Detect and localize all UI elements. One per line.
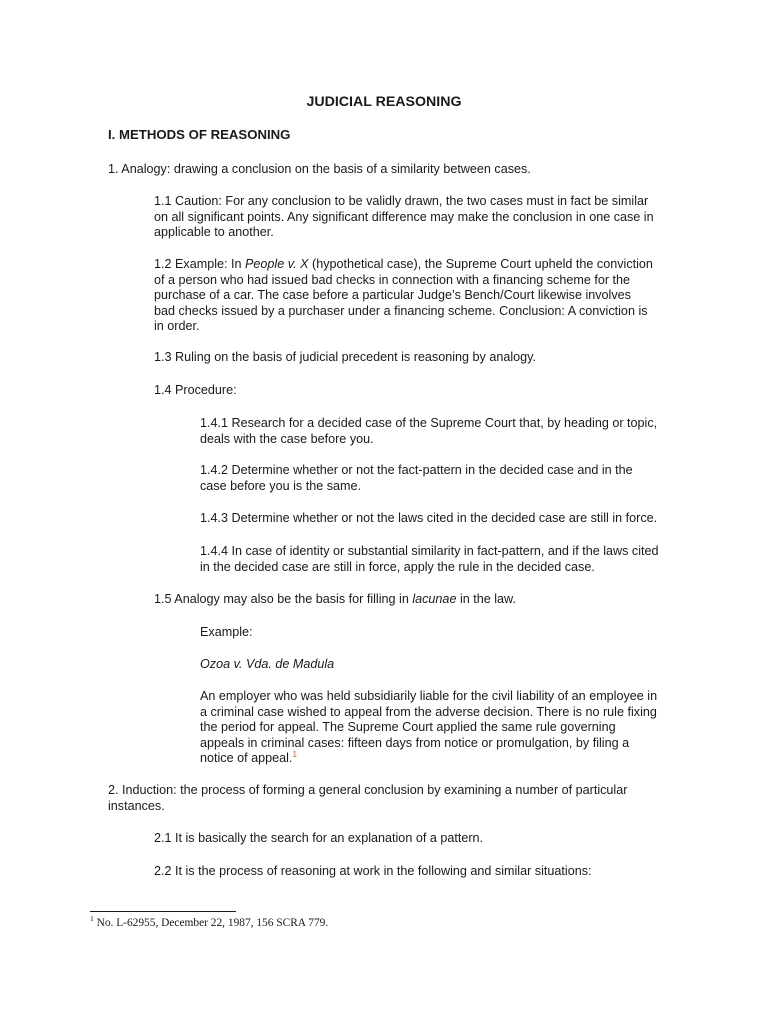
- example-case-italic: Ozoa v. Vda. de Madula: [200, 657, 335, 671]
- paragraph-1-3: 1.3 Ruling on the basis of judicial precedent is reasoning by analogy.: [154, 350, 537, 364]
- paragraph-1-4-3: 1.4.3 Determine whether or not the laws cited in the decided case are still in force.: [200, 511, 658, 525]
- paragraph-1-2-example: [154, 257, 654, 335]
- paragraph-1-4-2: 1.4.2 Determine whether or not the fact-pattern in the decided case and in the case before you is the same.: [200, 463, 633, 493]
- p1-5-lead: 1.5 Analogy may also be the basis for filling in: [154, 592, 413, 606]
- paragraph-2-2: 2.2 It is the process of reasoning at work in the following and similar situations:: [154, 864, 592, 878]
- paragraph-1-4-procedure: 1.4 Procedure:: [154, 383, 237, 397]
- p1-5-rest: in the law.: [456, 592, 516, 606]
- paragraph-induction: 2. Induction: the process of forming a general conclusion by examining a number of particular instances.: [108, 783, 628, 813]
- document-title: JUDICIAL REASONING: [306, 94, 462, 110]
- case-name-people-v-x: People v. X: [245, 257, 309, 271]
- footnote: [90, 916, 490, 930]
- paragraph-1-4-1: 1.4.1 Research for a decided case of the Supreme Court that, by heading or topic, deals with the case before you.: [200, 416, 658, 446]
- p1-2-rest: (hypothetical case), the Supreme Court upheld the conviction of a person who had issued bad checks in connection with a financing scheme for the purchase of a car. The case before a particular Judge’s Bench/Court likewise involves bad checks issued by a purchaser under a financing scheme. Conclusion: A conviction is in order.: [154, 257, 653, 334]
- example-case-name: [200, 657, 660, 673]
- section-heading: I. METHODS OF REASONING: [108, 127, 291, 142]
- paragraph-1-4-4: 1.4.4 In case of identity or substantial similarity in fact-pattern, and if the laws cited in the decided case are still in force, apply the rule in the decided case.: [200, 544, 659, 574]
- footnote-number: 1: [90, 914, 94, 924]
- footnote-text: No. L-62955, December 22, 1987, 156 SCRA 779.: [93, 917, 329, 929]
- footnote-divider: [90, 911, 236, 912]
- paragraph-1-1-caution: 1.1 Caution: For any conclusion to be validly drawn, the two cases must in fact be similar on all significant points. Any significant difference may make the conclusion in one case in applicable to another.: [154, 194, 654, 240]
- p1-2-lead: 1.2 Example: In: [154, 257, 246, 271]
- example-label: Example:: [200, 625, 253, 639]
- example-text: [200, 689, 660, 767]
- paragraph-analogy: 1. Analogy: drawing a conclusion on the basis of a similarity between cases.: [108, 162, 531, 176]
- paragraph-2-1: 2.1 It is basically the search for an explanation of a pattern.: [154, 831, 484, 845]
- term-lacunae: lacunae: [412, 592, 457, 606]
- paragraph-1-5: [154, 592, 654, 608]
- example-text-body: An employer who was held subsidiarily liable for the civil liability of an employee in a criminal case wished to appeal from the adverse decision. There is no rule fixing the period for appeal. The Supreme Court applied the same rule governing appeals in criminal cases: fifteen days from notice or promulgation, by filing a notice of appeal.: [200, 689, 658, 766]
- footnote-reference[interactable]: 1: [292, 750, 297, 760]
